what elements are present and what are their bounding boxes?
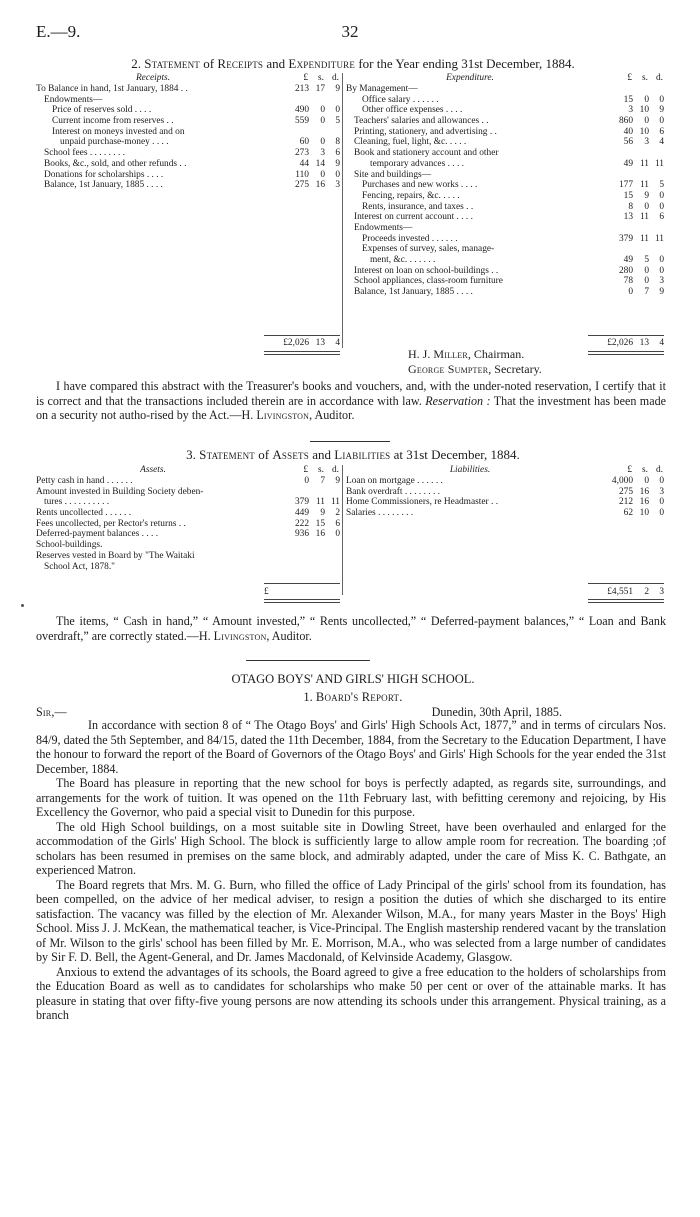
ledger-row bbox=[36, 127, 340, 138]
row-amount bbox=[282, 127, 340, 138]
row-label: Endowments— bbox=[44, 94, 103, 105]
statement3-title: 3. Statement of Assets and Liabilities at 31st December, 1884. bbox=[186, 447, 520, 462]
row-label: Balance, 1st January, 1885 . . . . bbox=[44, 180, 163, 191]
row-label: Interest on moneys invested and on bbox=[52, 126, 185, 137]
row-amount: 177 11 5 bbox=[618, 180, 664, 191]
liabilities-header: Liabilities. £ s. d. bbox=[449, 465, 663, 475]
row-amount: 280 0 0 bbox=[618, 265, 664, 276]
ledger-row bbox=[36, 529, 340, 540]
section-rule bbox=[310, 441, 390, 442]
report-paragraph: The old High School buildings, on a most suitable site in Dowling Street, have been overhauled and enlarged for the accommodation of the Girls' High School. The block is sufficiently large to allow ample room for recreation. The boarding ;of scholars has been resumed in premises on the same block, and admirably adapted, under the care of Miss K. C. Bathgate, an experienced Matron. bbox=[36, 819, 666, 877]
column-divider bbox=[342, 465, 343, 595]
ledger-row bbox=[346, 223, 664, 234]
ledger-row bbox=[346, 84, 664, 95]
row-amount: 222 15 6 bbox=[294, 518, 340, 529]
row-label: To Balance in hand, 1st January, 1884 . . bbox=[36, 84, 188, 94]
ledger-row bbox=[36, 562, 340, 573]
row-label: Fencing, repairs, &c. . . . . bbox=[362, 190, 460, 201]
row-amount: 60 0 8 bbox=[299, 137, 340, 148]
row-amount bbox=[606, 244, 664, 255]
row-amount: 379 11 11 bbox=[618, 233, 664, 244]
ledger-row bbox=[346, 137, 664, 148]
row-label: School fees . . . . . . . . bbox=[44, 148, 125, 159]
row-amount: 4,000 0 0 bbox=[611, 476, 664, 486]
report-paragraph: Anxious to extend the advantages of its schools, the Board agreed to give a free education to the holders of scholarships from the Education Board as well as to candidates for scholarships who make 50 per cent or over of the attainable marks. It has pleasure in stating that over fifty-five young persons are now attending its schools under this arrangement. Physical training, as a branch bbox=[36, 964, 666, 1022]
row-amount bbox=[282, 551, 340, 562]
ledger-row bbox=[346, 212, 664, 223]
row-label: Endowments— bbox=[354, 222, 413, 233]
row-amount: 0 7 9 bbox=[628, 287, 664, 298]
row-amount: 3 10 9 bbox=[628, 105, 664, 116]
liabilities-total: £4,551 2 3 bbox=[607, 587, 664, 597]
receipts-header: Receipts. £ s. d. bbox=[135, 73, 339, 83]
ledger-row bbox=[346, 276, 664, 287]
row-label: By Management— bbox=[346, 84, 418, 94]
row-label: Balance, 1st January, 1885 . . . . bbox=[354, 287, 473, 298]
ledger-row bbox=[36, 508, 340, 519]
receipts-rows bbox=[36, 84, 340, 191]
row-label: tures . . . . . . . . . . bbox=[44, 497, 110, 508]
row-label: Book and stationery account and other bbox=[354, 148, 499, 159]
row-amount: 449 9 2 bbox=[294, 508, 340, 519]
section-rule bbox=[246, 660, 370, 661]
row-label: Loan on mortgage . . . . . . bbox=[346, 476, 443, 486]
row-label: Expenses of survey, sales, manage- bbox=[362, 244, 495, 255]
ledger-row bbox=[346, 287, 664, 298]
row-label: temporary advances . . . . bbox=[370, 158, 464, 169]
ledger-row bbox=[36, 487, 340, 498]
ledger-row bbox=[36, 170, 340, 181]
expenditure-rows bbox=[346, 84, 664, 298]
statement2-title: 2. Statement of Receipts and Expenditure for the Year ending 31st December, 1884. bbox=[131, 56, 575, 71]
otago-title: OTAGO BOYS' AND GIRLS' HIGH SCHOOL. bbox=[231, 672, 475, 686]
ledger-row bbox=[346, 148, 664, 159]
row-label: ment, &c. . . . . . . bbox=[370, 255, 436, 265]
report-code: E.—9. bbox=[36, 22, 81, 41]
ledger-row bbox=[346, 105, 664, 116]
row-amount bbox=[282, 562, 340, 573]
items-paragraph: The items, “ Cash in hand,” “ Amount invested,” “ Rents uncollected,” “ Deferred-payment balances,” “ Loan and Bank overdraft,” are correctly stated.—H. Livingston, Auditor. bbox=[36, 614, 666, 643]
ledger-row bbox=[346, 127, 664, 138]
row-amount bbox=[606, 84, 664, 95]
receipts-total: £2,026 13 4 bbox=[283, 338, 340, 348]
row-label: Petty cash in hand . . . . . . bbox=[36, 476, 133, 486]
assets-total: £ bbox=[264, 587, 269, 597]
row-amount bbox=[282, 487, 340, 498]
row-label: School appliances, class-room furniture bbox=[354, 276, 503, 287]
assets-liabilities-ledger bbox=[36, 465, 664, 605]
row-amount: 213 17 9 bbox=[294, 84, 340, 94]
ledger-row bbox=[36, 116, 340, 127]
row-amount: 44 14 9 bbox=[299, 158, 340, 169]
ledger-row bbox=[346, 234, 664, 245]
ledger-row bbox=[346, 95, 664, 106]
page-header bbox=[36, 22, 664, 44]
assets-header: Assets. £ s. d. bbox=[140, 465, 339, 475]
otago-subtitle: 1. Board's Report. bbox=[303, 690, 403, 704]
signature-block bbox=[408, 347, 542, 377]
audit-paragraph: I have compared this abstract with the Treasurer's books and vouchers, and, with the under-noted reservation, I certify that it is correct and that the transactions included therein are in accordance with law. Reservation : That the investment has been made on a security not autho-rised by the Act.—H. Livingston, Auditor. bbox=[36, 379, 666, 422]
row-label: School-buildings. bbox=[36, 540, 103, 551]
row-amount bbox=[282, 95, 340, 106]
ledger-row bbox=[36, 551, 340, 562]
row-label: Home Commissioners, re Headmaster . . bbox=[346, 497, 499, 508]
ledger-row bbox=[36, 148, 340, 159]
row-label: Bank overdraft . . . . . . . . bbox=[346, 486, 440, 497]
ledger-row bbox=[346, 508, 664, 519]
row-amount: 8 0 0 bbox=[628, 201, 664, 212]
row-amount: 379 11 11 bbox=[294, 497, 340, 508]
row-amount: 936 16 0 bbox=[294, 529, 340, 540]
row-label: Other office expenses . . . . bbox=[362, 105, 463, 116]
ledger-row bbox=[346, 202, 664, 213]
column-divider bbox=[342, 73, 343, 348]
row-amount: 212 16 0 bbox=[618, 497, 664, 508]
ledger-row bbox=[36, 105, 340, 116]
report-paragraph: The Board has pleasure in reporting that the new school for boys is perfectly adapted, as regards site, surroundings, and arrangements for the work of tuition. It was opened on the 11th February last, with befitting ceremony and rejoicing, by His Excellency the Governor, who paid a special visit to Dunedin for this purpose. bbox=[36, 776, 666, 819]
row-label: Cleaning, fuel, light, &c. . . . . bbox=[354, 137, 467, 148]
ledger-row bbox=[36, 519, 340, 530]
ledger-row bbox=[346, 116, 664, 127]
row-label: Reserves vested in Board by "The Waitaki bbox=[36, 550, 195, 561]
row-amount: 15 9 0 bbox=[623, 190, 664, 201]
row-amount: 49 5 0 bbox=[623, 255, 664, 265]
ledger-row bbox=[36, 159, 340, 170]
ledger-row bbox=[36, 95, 340, 106]
ledger-row bbox=[346, 170, 664, 181]
row-amount: 110 0 0 bbox=[295, 169, 340, 180]
row-amount: 78 0 3 bbox=[623, 276, 664, 287]
row-label: Donations for scholarships . . . . bbox=[44, 169, 164, 180]
expenditure-header: Expenditure. £ s. d. bbox=[446, 73, 663, 83]
row-label: School Act, 1878." bbox=[44, 561, 116, 572]
row-label: Salaries . . . . . . . . bbox=[346, 508, 414, 519]
ledger-row bbox=[346, 159, 664, 170]
ledger-row bbox=[346, 255, 664, 266]
row-amount: 49 11 11 bbox=[623, 158, 664, 169]
row-label: Books, &c., sold, and other refunds . . bbox=[44, 158, 187, 169]
ledger-row bbox=[346, 180, 664, 191]
expenditure-total: £2,026 13 4 bbox=[607, 338, 664, 348]
ledger-row bbox=[346, 487, 664, 498]
report-paragraph: The Board regrets that Mrs. M. G. Burn, who filled the office of Lady Principal of the girls' school from its foundation, has been compelled, on the advice of her medical adviser, to resign a position the duties of which she discharged to its entire satisfaction. The vacancy was filled by the election of Mr. Alexander Wilson, M.A., for many years Master in the Boys' High School. Miss J. J. McKean, the mathematical teacher, is Vice-Principal. The English mastership rendered vacant by the translation of Mr. Wilson to the girls' school has been filled by Mr. E. Morrison, M.A., who was selected from a large number of candidates by Sir F. D. Bell, the Agent-General, and Dr. James Macdonald, of Kelvinside Academy, Glasgow. bbox=[36, 877, 666, 964]
receipts-column bbox=[36, 73, 340, 348]
ledger-row bbox=[36, 476, 340, 487]
row-label: Site and buildings— bbox=[354, 169, 432, 180]
assets-column bbox=[36, 465, 340, 597]
row-amount: 490 0 0 bbox=[294, 105, 340, 116]
expenditure-column bbox=[346, 73, 664, 348]
row-label: unpaid purchase-money . . . . bbox=[60, 137, 169, 148]
row-label: Rents, insurance, and taxes . . bbox=[362, 201, 474, 212]
assets-rows bbox=[36, 476, 340, 572]
ledger-row bbox=[346, 244, 664, 255]
row-label: Printing, stationery, and advertising . . bbox=[354, 126, 497, 137]
row-label: Proceeds invested . . . . . . bbox=[362, 233, 458, 244]
report-paragraph: In accordance with section 8 of “ The Otago Boys' and Girls' High Schools Act, 1877,” and in terms of circulars Nos. 84/9, dated the 5th September, and 84/15, dated the 11th December, 1884, from the Secretary to the Education Department, I have the honour to forward the report of the Board of Governors of the Otago Boys' and Girls' High Schools for the year ended the 31st December, 1884. bbox=[36, 718, 666, 776]
row-label: Fees uncollected, per Rector's returns . . bbox=[36, 518, 186, 529]
row-amount: 273 3 6 bbox=[294, 148, 340, 159]
page-speck bbox=[21, 604, 24, 607]
row-amount: 56 3 4 bbox=[623, 137, 664, 148]
row-amount: 13 11 6 bbox=[623, 212, 664, 223]
row-amount: 559 0 5 bbox=[294, 116, 340, 127]
row-amount bbox=[282, 540, 340, 551]
row-label: Current income from reserves . . bbox=[52, 116, 174, 127]
liabilities-rows bbox=[346, 476, 664, 519]
salutation: Sir,— bbox=[36, 705, 67, 719]
row-label: Office salary . . . . . . bbox=[362, 94, 439, 105]
row-label: Amount invested in Building Society deben- bbox=[36, 486, 204, 497]
row-amount: 275 16 3 bbox=[294, 180, 340, 191]
row-label: Interest on loan on school-buildings . . bbox=[354, 265, 499, 276]
ledger-row bbox=[346, 266, 664, 277]
ledger-row bbox=[36, 497, 340, 508]
row-amount: 860 0 0 bbox=[618, 116, 664, 127]
row-label: Teachers' salaries and allowances . . bbox=[354, 116, 489, 127]
page-number: 32 bbox=[341, 22, 359, 41]
row-amount: 40 10 6 bbox=[623, 126, 664, 137]
ledger-row bbox=[36, 84, 340, 95]
row-amount: 275 16 3 bbox=[618, 486, 664, 497]
row-label: Price of reserves sold . . . . bbox=[52, 105, 152, 116]
signature-chairman: H. J. Miller, Chairman. bbox=[408, 347, 525, 361]
row-amount bbox=[606, 148, 664, 159]
row-label: Deferred-payment balances . . . . bbox=[36, 529, 159, 540]
ledger-row bbox=[346, 497, 664, 508]
row-amount: 62 10 0 bbox=[623, 508, 664, 519]
ledger-row bbox=[346, 476, 664, 487]
row-label: Interest on current account . . . . bbox=[354, 212, 473, 223]
receipts-expenditure-ledger bbox=[36, 73, 664, 359]
board-report-body bbox=[36, 718, 666, 1023]
ledger-row bbox=[36, 180, 340, 191]
ledger-row bbox=[346, 191, 664, 202]
row-amount: 15 0 0 bbox=[623, 94, 664, 105]
ledger-row bbox=[36, 540, 340, 551]
row-amount bbox=[606, 170, 664, 181]
liabilities-column bbox=[346, 465, 664, 597]
row-amount bbox=[606, 223, 664, 234]
ledger-row bbox=[36, 137, 340, 148]
row-label: Rents uncollected . . . . . . bbox=[36, 508, 132, 519]
row-label: Purchases and new works . . . . bbox=[362, 180, 478, 191]
place-date: Dunedin, 30th April, 1885. bbox=[431, 705, 562, 719]
row-amount: 0 7 9 bbox=[304, 476, 340, 486]
signature-secretary: George Sumpter, Secretary. bbox=[408, 362, 542, 376]
